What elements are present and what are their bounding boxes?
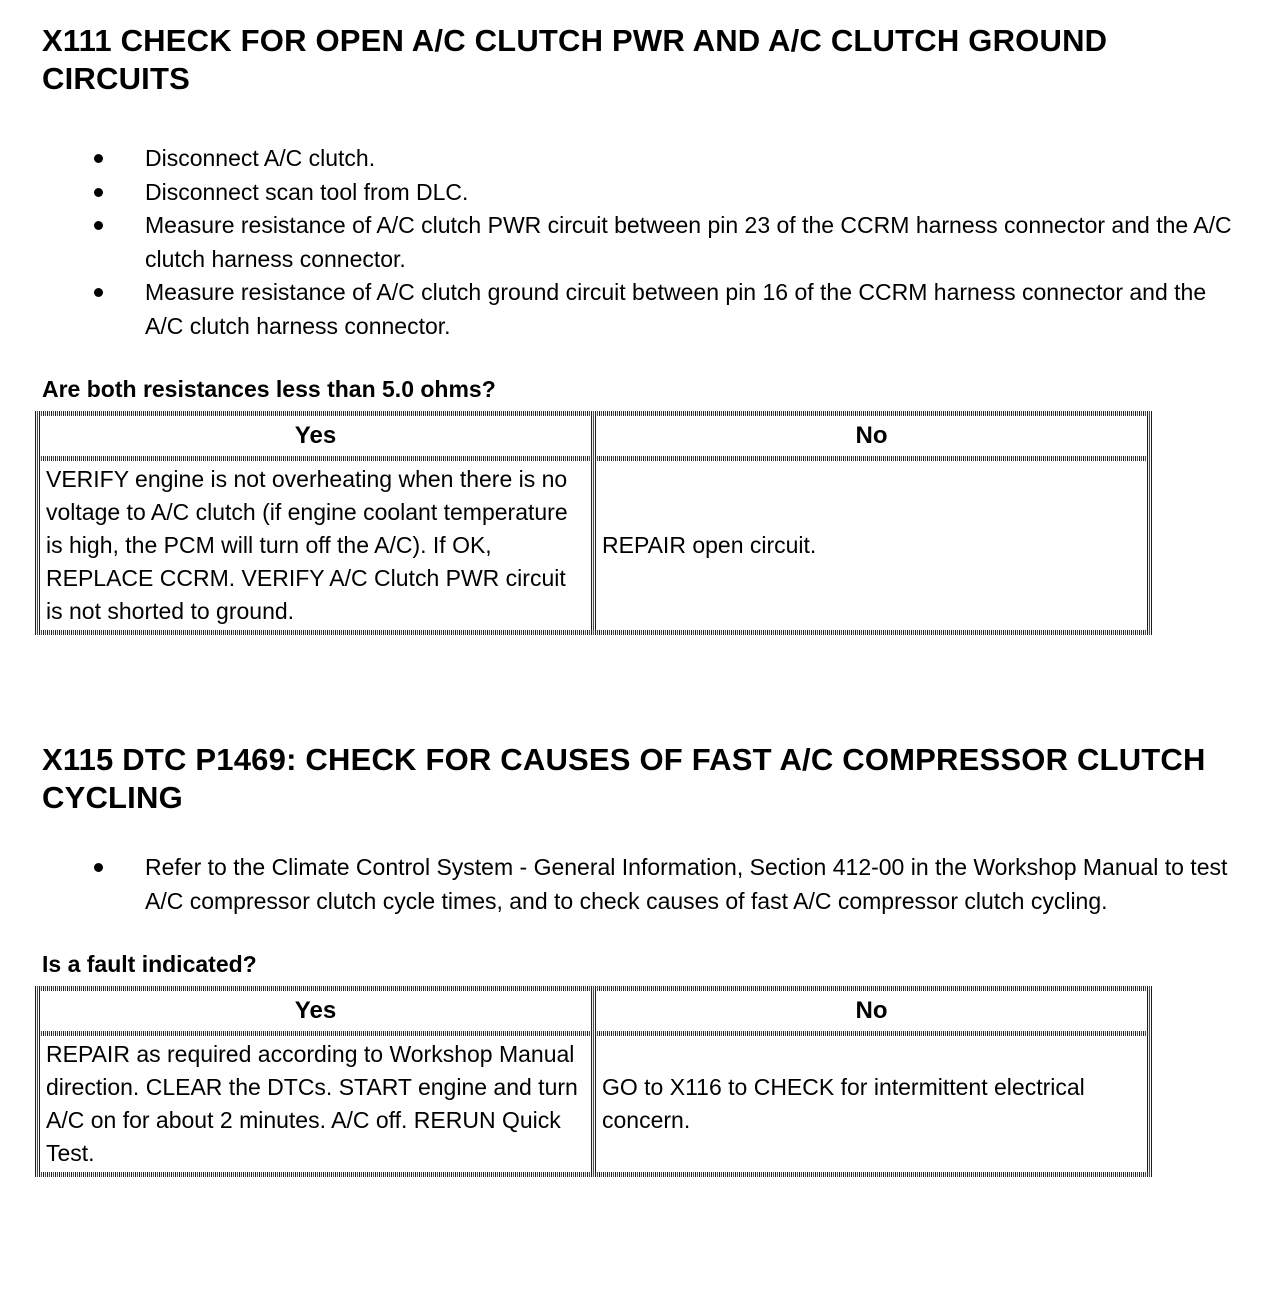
- procedure-step: Disconnect scan tool from DLC.: [42, 176, 1238, 210]
- procedure-step: Measure resistance of A/C clutch PWR circuit between pin 23 of the CCRM harness connector and the A/C clutch harness connector.: [42, 209, 1238, 276]
- procedure-list-x115: [42, 851, 1238, 918]
- table-header-yes: Yes: [40, 416, 591, 456]
- decision-question-x111: Are both resistances less than 5.0 ohms?: [42, 376, 496, 402]
- procedure-list-x111: [42, 142, 1238, 343]
- table-row: [40, 1036, 1147, 1172]
- table-header-no: No: [596, 991, 1147, 1031]
- table-row: [40, 461, 1147, 630]
- yes-action-cell: VERIFY engine is not overheating when there is no voltage to A/C clutch (if engine coolant temperature is high, the PCM will turn off the A/C). If OK, REPLACE CCRM. VERIFY A/C Clutch PWR circuit is not shorted to ground.: [40, 461, 591, 630]
- table-header-row: [40, 991, 1147, 1031]
- table-header-row: [40, 416, 1147, 456]
- procedure-step: Measure resistance of A/C clutch ground circuit between pin 16 of the CCRM harness connector and the A/C clutch harness connector.: [42, 276, 1238, 343]
- no-action-cell: REPAIR open circuit.: [596, 461, 1147, 630]
- yes-action-cell: REPAIR as required according to Workshop Manual direction. CLEAR the DTCs. START engine and turn A/C on for about 2 minutes. A/C off. RERUN Quick Test.: [40, 1036, 591, 1172]
- decision-table-x115: [35, 986, 1152, 1177]
- table-header-yes: Yes: [40, 991, 591, 1031]
- decision-question-x115: Is a fault indicated?: [42, 951, 257, 977]
- procedure-step: Disconnect A/C clutch.: [42, 142, 1238, 176]
- section-heading-x115: X115 DTC P1469: CHECK FOR CAUSES OF FAST A/C COMPRESSOR CLUTCH CYCLING: [42, 742, 1206, 815]
- section-heading-x111: X111 CHECK FOR OPEN A/C CLUTCH PWR AND A/C CLUTCH GROUND CIRCUITS: [42, 23, 1108, 96]
- table-header-no: No: [596, 416, 1147, 456]
- decision-table-x111: [35, 411, 1152, 635]
- procedure-step: Refer to the Climate Control System - General Information, Section 412-00 in the Workshop Manual to test A/C compressor clutch cycle times, and to check causes of fast A/C compressor clutch cycling.: [42, 851, 1238, 918]
- no-action-cell: GO to X116 to CHECK for intermittent electrical concern.: [596, 1036, 1147, 1172]
